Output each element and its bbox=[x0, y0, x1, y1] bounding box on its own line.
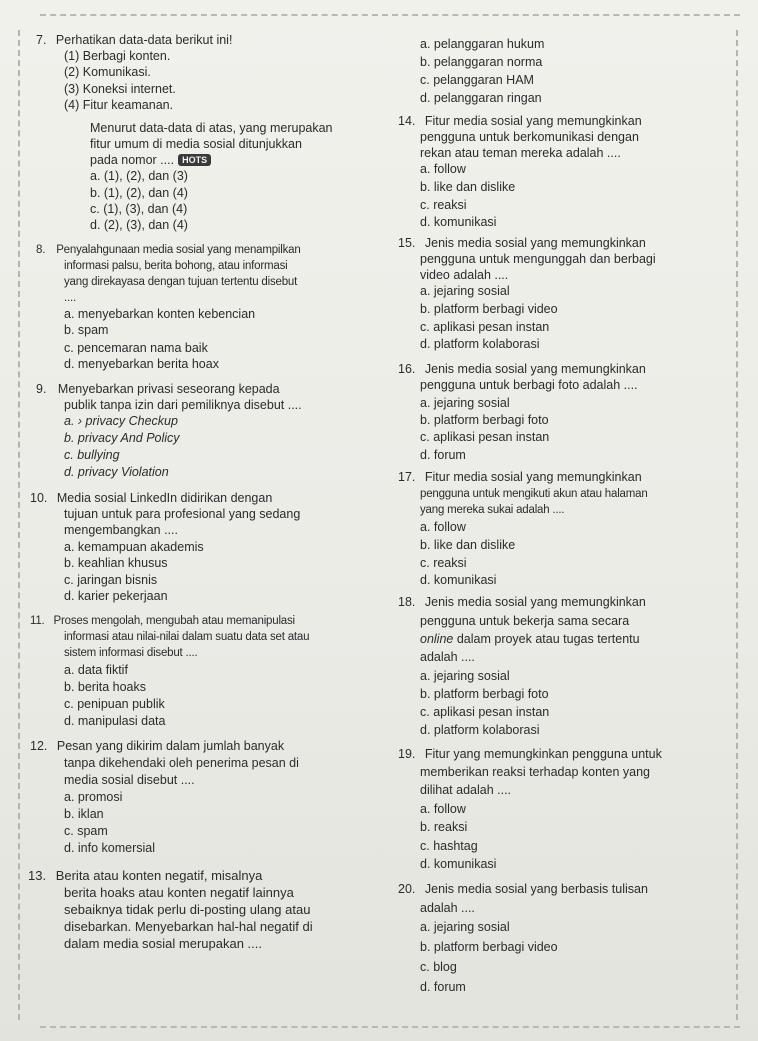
hots-badge: HOTS bbox=[178, 154, 211, 166]
answer-option-d[interactable]: d. karier pekerjaan bbox=[64, 589, 168, 603]
answer-option-a[interactable]: a. jejaring sosial bbox=[420, 396, 510, 410]
question-number: 9. bbox=[36, 382, 47, 396]
question-13 bbox=[28, 868, 262, 883]
answer-option-b[interactable]: b. platform berbagi video bbox=[420, 302, 558, 316]
question-10 bbox=[30, 491, 272, 506]
question-stem: dilihat adalah .... bbox=[420, 783, 512, 797]
question-number: 11. bbox=[30, 615, 45, 627]
answer-option-b[interactable]: b. iklan bbox=[64, 807, 104, 821]
answer-option-d[interactable]: d. platform kolaborasi bbox=[420, 723, 540, 737]
answer-option-d[interactable]: d. menyebarkan berita hoax bbox=[64, 357, 219, 371]
question-stem: Fitur yang memungkinkan pengguna untuk bbox=[424, 747, 662, 761]
question-number: 16. bbox=[398, 362, 416, 376]
question-stem: Menurut data-data di atas, yang merupakan bbox=[90, 121, 333, 135]
question-stem-text: pada nomor .... bbox=[90, 153, 175, 167]
answer-option-b[interactable]: b. reaksi bbox=[420, 820, 468, 834]
answer-option-a[interactable]: a. follow bbox=[420, 162, 466, 176]
question-stem: Fitur media sosial yang memungkinkan bbox=[424, 114, 642, 128]
list-item: (2) Komunikasi. bbox=[64, 65, 151, 79]
question-stem: Pesan yang dikirim dalam jumlah banyak bbox=[56, 739, 285, 753]
question-stem: yang mereka sukai adalah .... bbox=[420, 504, 565, 516]
question-9 bbox=[36, 382, 280, 397]
answer-option-a[interactable]: a. (1), (2), dan (3) bbox=[90, 169, 188, 183]
question-15 bbox=[398, 236, 646, 251]
question-stem: berita hoaks atau konten negatif lainnya bbox=[64, 885, 294, 900]
answer-option-c[interactable]: c. jaringan bisnis bbox=[64, 573, 158, 587]
question-11 bbox=[30, 614, 295, 629]
top-dashed-border bbox=[40, 14, 740, 16]
answer-option-a[interactable]: a. › privacy Checkup bbox=[64, 414, 178, 428]
question-20 bbox=[398, 882, 648, 897]
question-number: 7. bbox=[36, 33, 47, 47]
answer-option-c[interactable]: c. reaksi bbox=[420, 556, 467, 570]
question-12 bbox=[30, 739, 284, 754]
question-8 bbox=[36, 243, 301, 258]
question-stem: memberikan reaksi terhadap konten yang bbox=[420, 765, 650, 779]
answer-option-b[interactable]: b. spam bbox=[64, 323, 109, 337]
question-stem: mengembangkan .... bbox=[64, 523, 178, 537]
answer-option-d[interactable]: d. komunikasi bbox=[420, 573, 497, 587]
question-number: 20. bbox=[398, 882, 416, 896]
question-number: 17. bbox=[398, 470, 416, 484]
question-stem: Berita atau konten negatif, misalnya bbox=[55, 868, 263, 883]
answer-option-a[interactable]: a. promosi bbox=[64, 790, 123, 804]
answer-option-b[interactable]: b. berita hoaks bbox=[64, 680, 146, 694]
answer-option-a[interactable]: a. kemampuan akademis bbox=[64, 540, 204, 554]
answer-option-c[interactable]: c. bullying bbox=[64, 448, 120, 462]
question-stem: publik tanpa izin dari pemiliknya disebut .... bbox=[64, 398, 302, 412]
list-item: (4) Fitur keamanan. bbox=[64, 98, 174, 112]
answer-option-c[interactable]: c. aplikasi pesan instan bbox=[420, 705, 550, 719]
question-stem: disebarkan. Menyebarkan hal-hal negatif di bbox=[64, 919, 313, 934]
question-stem: tujuan untuk para profesional yang sedang bbox=[64, 507, 301, 521]
answer-option-c[interactable]: c. pelanggaran HAM bbox=[420, 73, 534, 87]
list-item: (3) Koneksi internet. bbox=[64, 82, 176, 96]
question-stem: Media sosial LinkedIn didirikan dengan bbox=[56, 491, 273, 505]
bottom-dashed-border bbox=[40, 1026, 740, 1028]
question-stem: pengguna untuk berkomunikasi dengan bbox=[420, 130, 639, 144]
answer-option-a[interactable]: a. jejaring sosial bbox=[420, 284, 510, 298]
question-stem: dalam media sosial merupakan .... bbox=[64, 936, 262, 951]
answer-option-a[interactable]: a. pelanggaran hukum bbox=[420, 37, 545, 51]
answer-option-d[interactable]: d. info komersial bbox=[64, 841, 156, 855]
answer-option-b[interactable]: b. (1), (2), dan (4) bbox=[90, 186, 188, 200]
question-stem: pengguna untuk mengunggah dan berbagi bbox=[420, 252, 656, 266]
answer-option-d[interactable]: d. komunikasi bbox=[420, 215, 497, 229]
answer-option-c[interactable]: c. (1), (3), dan (4) bbox=[90, 202, 188, 216]
question-number: 13. bbox=[28, 868, 47, 883]
answer-option-b[interactable]: b. pelanggaran norma bbox=[420, 55, 543, 69]
question-number: 12. bbox=[30, 739, 48, 753]
question-stem: rekan atau teman mereka adalah .... bbox=[420, 146, 621, 160]
answer-option-b[interactable]: b. platform berbagi foto bbox=[420, 687, 549, 701]
question-16 bbox=[398, 362, 646, 377]
answer-option-d[interactable]: d. (2), (3), dan (4) bbox=[90, 218, 188, 232]
answer-option-b[interactable]: b. keahlian khusus bbox=[64, 556, 168, 570]
answer-option-c[interactable]: c. penipuan publik bbox=[64, 697, 165, 711]
answer-option-d[interactable]: d. platform kolaborasi bbox=[420, 337, 540, 351]
answer-option-a[interactable]: a. jejaring sosial bbox=[420, 920, 510, 934]
question-stem: Menyebarkan privasi seseorang kepada bbox=[57, 382, 280, 396]
question-7 bbox=[36, 33, 376, 49]
answer-option-d[interactable]: d. forum bbox=[420, 448, 466, 462]
question-stem: Jenis media sosial yang berbasis tulisan bbox=[424, 882, 648, 896]
answer-option-a[interactable]: a. jejaring sosial bbox=[420, 669, 510, 683]
question-stem: informasi atau nilai-nilai dalam suatu data set atau bbox=[64, 631, 310, 643]
question-stem: tanpa dikehendaki oleh penerima pesan di bbox=[64, 756, 299, 770]
question-number: 15. bbox=[398, 236, 416, 250]
list-item: (1) Berbagi konten. bbox=[64, 49, 171, 63]
question-stem-text: sebaiknya tidak perlu di-posting ulang atau bbox=[64, 902, 311, 917]
question-number: 10. bbox=[30, 491, 48, 505]
answer-option-b[interactable]: b. platform berbagi foto bbox=[420, 413, 549, 427]
question-intro: Perhatikan data-data berikut ini! bbox=[55, 33, 233, 47]
answer-option-b[interactable]: b. like dan dislike bbox=[420, 180, 516, 194]
answer-option-c[interactable]: c. hashtag bbox=[420, 839, 478, 853]
question-stem: adalah .... bbox=[420, 901, 475, 915]
answer-option-c[interactable]: c. blog bbox=[420, 960, 457, 974]
question-stem-text: dalam proyek atau tugas tertentu bbox=[453, 632, 640, 646]
answer-option-b[interactable]: b. like dan dislike bbox=[420, 538, 516, 552]
answer-option-a[interactable]: a. menyebarkan konten kebencian bbox=[64, 307, 256, 321]
answer-option-a[interactable]: a. follow bbox=[420, 520, 466, 534]
question-18 bbox=[398, 595, 646, 610]
question-stem: pengguna untuk mengikuti akun atau halaman bbox=[420, 488, 648, 500]
question-stem: Jenis media sosial yang memungkinkan bbox=[424, 236, 646, 250]
question-stem: informasi palsu, berita bohong, atau informasi bbox=[64, 260, 288, 272]
question-stem: video adalah .... bbox=[420, 268, 509, 282]
question-number: 19. bbox=[398, 747, 416, 761]
question-stem: yang direkayasa dengan tujuan tertentu disebut bbox=[64, 276, 298, 288]
answer-option-b[interactable]: b. platform berbagi video bbox=[420, 940, 558, 954]
question-number: 18. bbox=[398, 595, 416, 609]
question-stem: media sosial disebut .... bbox=[64, 773, 195, 787]
question-stem: Fitur media sosial yang memungkinkan bbox=[424, 470, 642, 484]
question-number: 14. bbox=[398, 114, 416, 128]
question-stem-italic: online bbox=[420, 632, 454, 646]
answer-option-c[interactable]: c. pencemaran nama baik bbox=[64, 341, 208, 355]
question-stem: .... bbox=[64, 292, 76, 304]
question-stem: adalah .... bbox=[420, 650, 475, 664]
question-number: 8. bbox=[36, 244, 46, 256]
answer-option-d[interactable]: d. forum bbox=[420, 980, 466, 994]
answer-option-d[interactable]: d. komunikasi bbox=[420, 857, 497, 871]
question-stem bbox=[90, 153, 211, 168]
question-stem: pengguna untuk bekerja sama secara bbox=[420, 614, 630, 628]
answer-option-d[interactable]: d. manipulasi data bbox=[64, 714, 166, 728]
question-stem: Proses mengolah, mengubah atau memanipulasi bbox=[53, 615, 295, 627]
answer-option-c[interactable]: c. reaksi bbox=[420, 198, 467, 212]
right-dashed-border bbox=[736, 30, 738, 1020]
answer-option-d[interactable]: d. pelanggaran ringan bbox=[420, 91, 542, 105]
question-stem: pengguna untuk berbagi foto adalah .... bbox=[420, 378, 638, 392]
question-stem: fitur umum di media sosial ditunjukkan bbox=[90, 137, 302, 151]
question-stem: Jenis media sosial yang memungkinkan bbox=[424, 595, 646, 609]
question-stem: Jenis media sosial yang memungkinkan bbox=[424, 362, 646, 376]
answer-option-b[interactable]: b. privacy And Policy bbox=[64, 431, 180, 445]
question-stem bbox=[420, 632, 640, 647]
question-stem bbox=[64, 902, 310, 917]
question-stem: sistem informasi disebut .... bbox=[64, 647, 198, 659]
answer-option-a[interactable]: a. follow bbox=[420, 802, 466, 816]
answer-option-a[interactable]: a. data fiktif bbox=[64, 663, 128, 677]
question-stem: Penyalahgunaan media sosial yang menampilkan bbox=[56, 244, 301, 256]
answer-option-c[interactable]: c. aplikasi pesan instan bbox=[420, 320, 550, 334]
answer-option-c[interactable]: c. aplikasi pesan instan bbox=[420, 430, 550, 444]
left-dashed-border bbox=[18, 30, 20, 1020]
answer-option-c[interactable]: c. spam bbox=[64, 824, 108, 838]
question-14 bbox=[398, 114, 642, 129]
question-17 bbox=[398, 470, 642, 485]
answer-option-d[interactable]: d. privacy Violation bbox=[64, 465, 169, 479]
question-19 bbox=[398, 747, 662, 762]
